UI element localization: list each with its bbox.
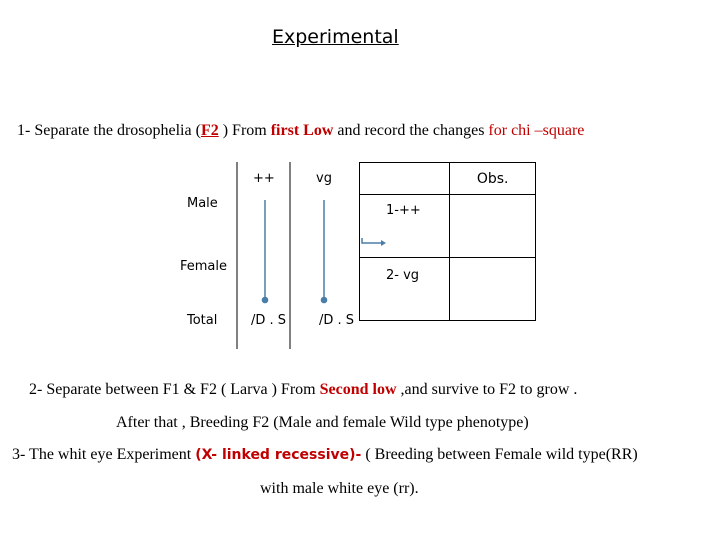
obs-cell-2 — [450, 258, 536, 321]
page-title: Experimental — [272, 26, 399, 48]
col-header-plusplus: ++ — [253, 171, 275, 186]
step-2-suffix: ,and survive to F2 to grow . — [396, 381, 578, 398]
step-2b-text: After that , Breeding F2 (Male and female Wild type phenotype) — [116, 414, 529, 431]
row-label-male: Male — [187, 196, 218, 211]
row-label-female: Female — [180, 259, 228, 274]
step-3-suffix: ( Breeding between Female wild type(RR) — [361, 446, 638, 463]
step-3-prefix: 3- The whit eye Experiment — [12, 446, 196, 463]
obs-row-1: 1-++ — [386, 203, 421, 218]
step-1-mid2: and record the changes — [333, 122, 489, 139]
row-label-total: Total — [187, 313, 218, 328]
total-vg: /D . S — [319, 313, 355, 328]
col-header-vg: vg — [316, 171, 332, 186]
step-1-chi: for chi –square — [488, 122, 585, 139]
obs-header: Obs. — [450, 163, 536, 195]
step-3-text — [12, 446, 638, 464]
step-1-mid: ) From — [218, 122, 271, 139]
step-1-f2: F2 — [200, 122, 219, 139]
step-2-prefix: 2- Separate between F1 & F2 ( Larva ) From — [29, 381, 320, 398]
step-1-prefix: 1- Separate the drosophelia ( — [17, 122, 201, 139]
step-3-linked: (X- linked recessive)- — [195, 447, 362, 463]
step-1-first-low: first Low — [270, 122, 334, 139]
step-2-second-low: Second low — [319, 381, 397, 398]
total-plusplus: /D . S — [251, 313, 287, 328]
step-2-text — [29, 381, 577, 399]
obs-row-2: 2- vg — [386, 268, 420, 283]
obs-table — [359, 162, 536, 321]
obs-header-blank — [360, 163, 450, 195]
obs-cell-blank-2 — [360, 258, 450, 321]
step-3b-text: with male white eye (rr). — [260, 480, 419, 497]
obs-cell-1 — [450, 195, 536, 258]
